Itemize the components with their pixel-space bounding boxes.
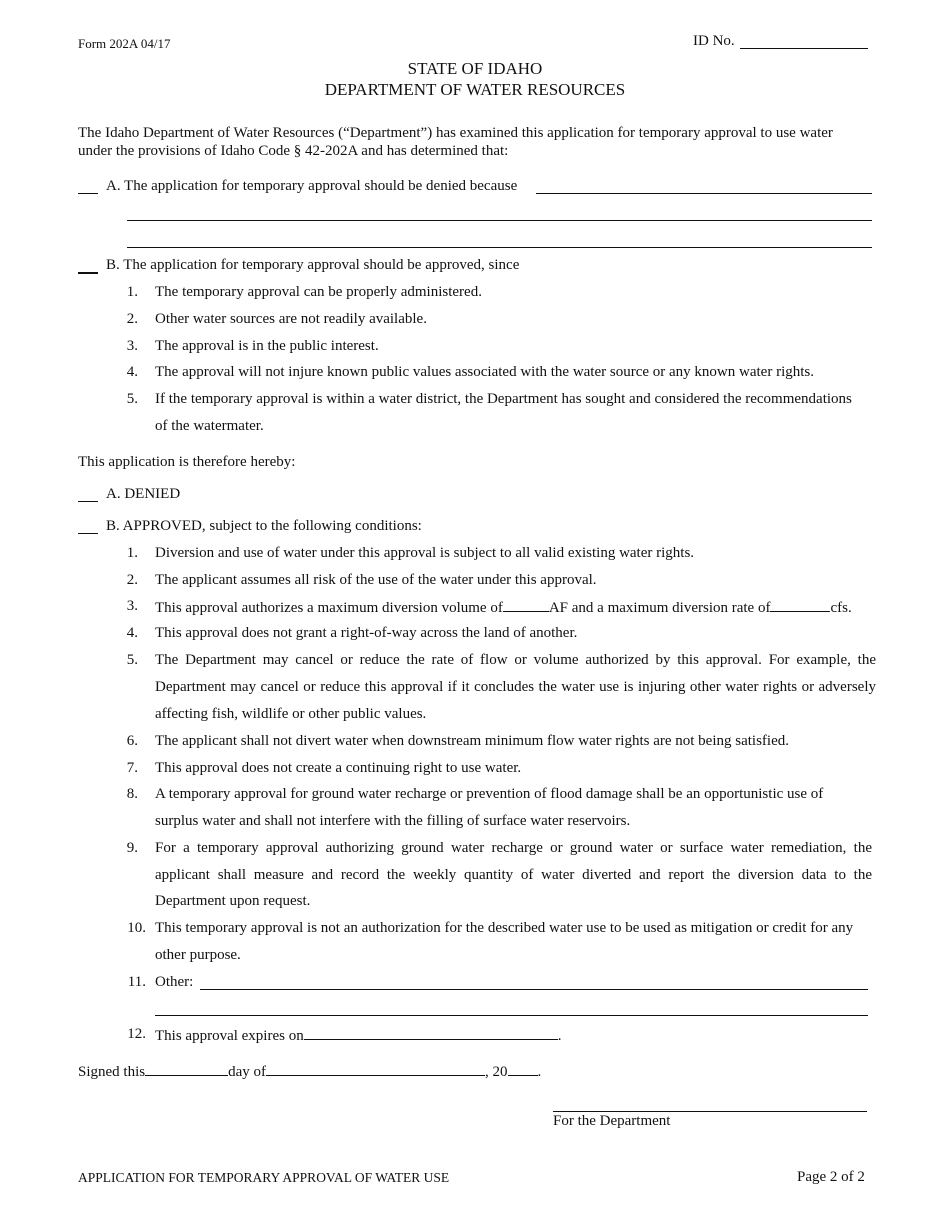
signature-line[interactable] (553, 1111, 867, 1112)
condition-number: 6. (126, 733, 138, 749)
id-label: ID No. (693, 33, 735, 49)
determination-a-checkbox[interactable] (78, 193, 98, 194)
intro-line-1: The Idaho Department of Water Resources (“Department”) has examined this application for temporary approval to use water (78, 125, 833, 141)
condition-text: AF and a maximum diversion rate of (548, 600, 771, 616)
other-condition-line-1[interactable] (200, 989, 868, 990)
condition-number: 10. (127, 920, 146, 936)
reason-number: 4. (126, 364, 138, 380)
condition-text: This temporary approval is not an authorization for the described water use to be used as mitigation or credit for any (155, 920, 854, 936)
determination-a-label: A. The application for temporary approval should be denied because (106, 178, 518, 194)
condition-text: This approval authorizes a maximum diversion volume of (155, 600, 503, 616)
form-number: Form 202A 04/17 (78, 36, 171, 51)
max-volume-field[interactable] (503, 598, 549, 612)
condition-number: 2. (126, 572, 138, 588)
expiry-date-field[interactable] (304, 1026, 558, 1040)
condition-text: Department may cancel or reduce this approval if it concludes the water use is injuring other water rights or adversely (155, 679, 876, 695)
max-rate-field[interactable] (770, 598, 830, 612)
reason-number: 5. (126, 391, 138, 407)
other-condition-line-2[interactable] (155, 1015, 868, 1016)
denied-label: A. DENIED (106, 486, 181, 502)
condition-text: affecting fish, wildlife or other public values. (155, 706, 427, 722)
condition-number: 7. (126, 760, 138, 776)
title-state: STATE OF IDAHO (407, 59, 543, 78)
determination-b-checkbox[interactable] (78, 272, 98, 274)
condition-text: For a temporary approval authorizing ground water recharge or ground water or surface water remediation, the (155, 840, 872, 856)
condition-text: This approval does not grant a right-of-way across the land of another. (155, 625, 578, 641)
reason-text: of the watermater. (155, 418, 264, 434)
denial-reason-line-3[interactable] (127, 247, 872, 248)
condition-number: 8. (126, 786, 138, 802)
condition-3 (155, 598, 852, 617)
condition-text: The applicant shall not divert water when downstream minimum flow water rights are not being satisfied. (155, 733, 789, 749)
condition-text: cfs. (830, 600, 852, 616)
determination-b-label: B. The application for temporary approval should be approved, since (106, 257, 520, 273)
expiry-row (155, 1026, 561, 1045)
for-department-label: For the Department (553, 1113, 671, 1129)
condition-text: Diversion and use of water under this approval is subject to all valid existing water rights. (155, 545, 695, 561)
reason-number: 2. (126, 311, 138, 327)
condition-text: Department upon request. (155, 893, 311, 909)
reason-text: The temporary approval can be properly administered. (155, 284, 482, 300)
condition-text: other purpose. (155, 947, 241, 963)
year-prefix: , 20 (485, 1064, 508, 1080)
condition-text: This approval does not create a continuing right to use water. (155, 760, 522, 776)
reason-number: 3. (126, 338, 138, 354)
condition-text: A temporary approval for ground water recharge or prevention of flood damage shall be an opportunistic use of (155, 786, 824, 802)
approved-label: B. APPROVED, subject to the following conditions: (106, 518, 422, 534)
intro-line-2: under the provisions of Idaho Code § 42-202A and has determined that: (78, 143, 509, 159)
signed-row (78, 1062, 541, 1081)
signed-this-label: Signed this (78, 1064, 146, 1080)
signed-month-field[interactable] (266, 1062, 485, 1076)
reason-text: The approval will not injure known public values associated with the water source or any known water rights. (155, 364, 814, 380)
reason-text: Other water sources are not readily available. (155, 311, 427, 327)
condition-number: 9. (126, 840, 138, 856)
other-label: Other: (155, 974, 194, 990)
denied-checkbox[interactable] (78, 501, 98, 502)
expiry-label: This approval expires on (155, 1028, 304, 1044)
day-of-label: day of (228, 1064, 266, 1080)
condition-number: 11. (127, 974, 146, 990)
decision-heading: This application is therefore hereby: (78, 454, 296, 470)
signed-day-field[interactable] (145, 1062, 228, 1076)
denial-reason-line-2[interactable] (127, 220, 872, 221)
condition-number: 1. (126, 545, 138, 561)
condition-number: 3. (126, 598, 138, 614)
condition-text: The applicant assumes all risk of the use of the water under this approval. (155, 572, 597, 588)
footer-title: APPLICATION FOR TEMPORARY APPROVAL OF WATER USE (78, 1170, 450, 1185)
condition-number: 12. (127, 1026, 146, 1042)
approved-checkbox[interactable] (78, 533, 98, 534)
reason-text: If the temporary approval is within a water district, the Department has sought and considered the recommendations (155, 391, 852, 407)
expiry-end: . (557, 1028, 562, 1044)
condition-number: 4. (126, 625, 138, 641)
condition-text: applicant shall measure and record the weekly quantity of water diverted and report the diversion data to the (155, 867, 872, 883)
condition-number: 5. (126, 652, 138, 668)
reason-text: The approval is in the public interest. (155, 338, 379, 354)
id-number-field[interactable] (740, 48, 868, 49)
condition-text: The Department may cancel or reduce the rate of flow or volume authorized by this approval. For example, the (155, 652, 876, 668)
condition-text: surplus water and shall not interfere with the filling of surface water reservoirs. (155, 813, 631, 829)
signed-year-field[interactable] (508, 1062, 538, 1076)
page-number: Page 2 of 2 (797, 1169, 865, 1185)
denial-reason-line-1[interactable] (536, 193, 872, 194)
reason-number: 1. (126, 284, 138, 300)
title-department: DEPARTMENT OF WATER RESOURCES (324, 80, 626, 99)
signed-end: . (537, 1064, 542, 1080)
